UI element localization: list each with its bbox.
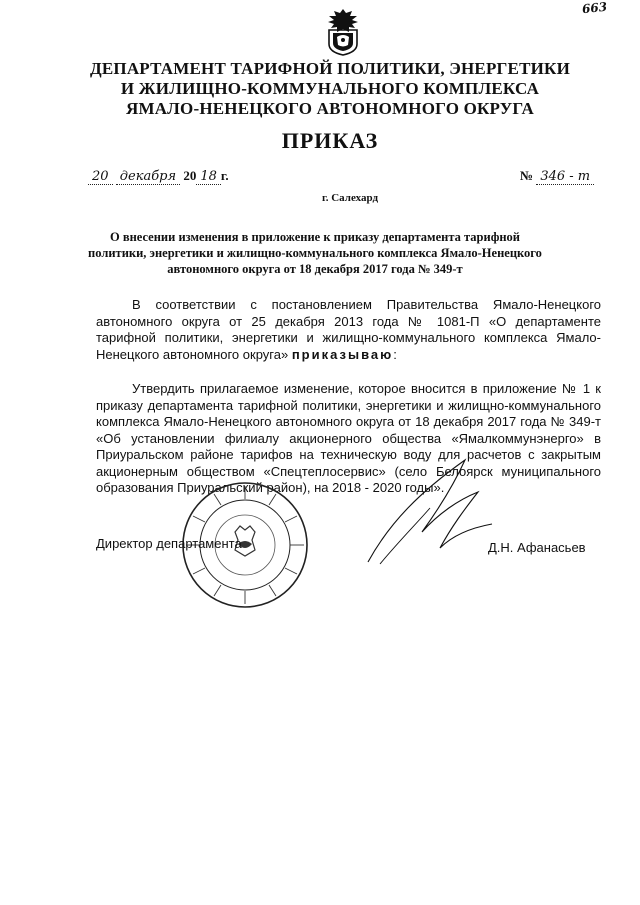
- page-number-handwritten: 663: [581, 0, 608, 17]
- order-subject: О внесении изменения в приложение к приказу департамента тарифной политики, энергетики и жилищно-коммунального комплекса Ямало-Ненецкого автономного округа от 18 декабря 2017 года № 349-т: [88, 230, 542, 276]
- department-line-3: ЯМАЛО-НЕНЕЦКОГО АВТОНОМНОГО ОКРУГА: [125, 99, 535, 118]
- date-year-suffix: 18: [196, 169, 221, 185]
- document-type-title: ПРИКАЗ: [281, 128, 379, 153]
- date-month: декабря: [116, 169, 180, 185]
- department-line-2: И ЖИЛИЩНО-КОММУНАЛЬНОГО КОМПЛЕКСА: [120, 79, 540, 98]
- coat-of-arms-emblem: [322, 8, 364, 56]
- date-year-label: г.: [220, 168, 229, 183]
- paragraph-basis-text: В соответствии с постановлением Правительства Ямало-Ненецкого автономного округа от 25 декабря 2013 года № 1081-П «О департаменте тарифной политики, энергетики и жилищно-коммунального комплекса Ямало-Ненецкого автономного округа»: [96, 297, 601, 362]
- paragraph-basis: [96, 297, 601, 363]
- paragraph-decision: [96, 381, 601, 497]
- number-label: №: [520, 168, 534, 183]
- order-word-colon: :: [393, 346, 397, 362]
- date-day: 20: [88, 169, 113, 185]
- signatory-name: Д.Н. Афанасьев: [488, 540, 586, 555]
- department-name: [60, 59, 600, 119]
- handwritten-signature: [360, 452, 500, 572]
- order-date: [88, 168, 229, 185]
- paragraph-decision-text: Утвердить прилагаемое изменение, которое вносится в приложение № 1 к приказу департамента тарифной политики, энергетики и жилищно-коммунального комплекса Ямало-Ненецкого автономного округа от 18 декабря 2017 года № 349-т «Об установлении филиалу акционерного общества «Ямалкоммунэнерго» в Приуральском районе тарифов на техническую воду для расчетов с закрытым акционерным обществом «Спецтеплосервис» (село Белоярск муниципального образования Приуральский район), на 2018 - 2020 годы».: [96, 381, 601, 495]
- date-year-prefix: 20: [183, 168, 197, 183]
- number-value: 346 - т: [536, 169, 594, 185]
- order-word: приказываю: [291, 346, 394, 362]
- department-line-1: ДЕПАРТАМЕНТ ТАРИФНОЙ ПОЛИТИКИ, ЭНЕРГЕТИКИ: [89, 59, 571, 78]
- signatory-position: Директор департамента: [96, 536, 242, 551]
- city: г. Салехард: [321, 192, 379, 204]
- order-number: [520, 168, 594, 185]
